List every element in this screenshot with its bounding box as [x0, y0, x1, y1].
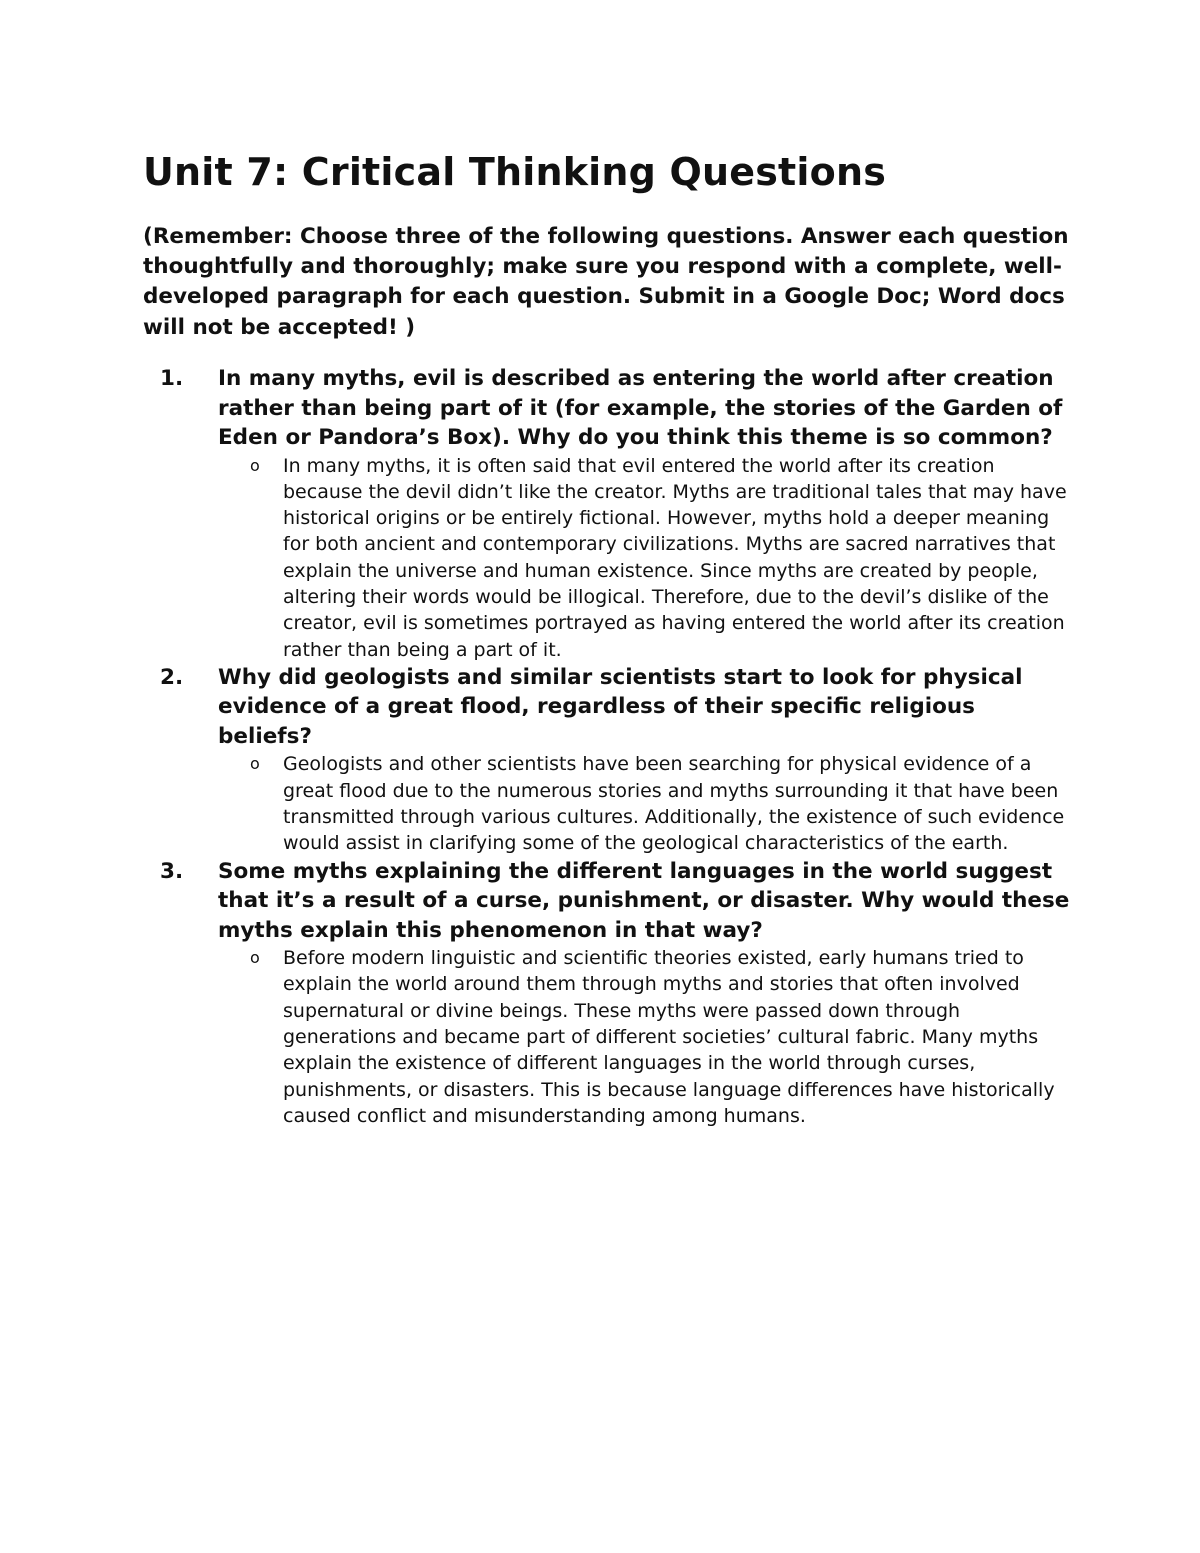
- circle-bullet-icon: o: [250, 948, 260, 968]
- question-number: 2.: [160, 664, 184, 690]
- answer-text: Geologists and other scientists have been searching for physical evidence of a great flood due to the numerous stories and myths surrounding it that have been transmitted through various cultures. Additionally, the existence of such evidence would assist in clarifying some of the geological characteristics of the earth.: [283, 753, 1065, 855]
- question-number: 3.: [160, 858, 184, 884]
- question-text: Some myths explaining the different languages in the world suggest that it’s a result of a curse, punishment, or disaster. Why would these myths explain this phenomenon in that way?: [218, 858, 1070, 943]
- question-item-3: [143, 857, 1073, 1130]
- question-item-2: [143, 663, 1073, 857]
- answer-item: [218, 751, 1073, 856]
- page-title: Unit 7: Critical Thinking Questions: [143, 150, 887, 194]
- question-item-1: [143, 364, 1073, 663]
- answer-item: [218, 945, 1073, 1129]
- question-number: 1.: [160, 366, 184, 391]
- circle-bullet-icon: o: [250, 754, 260, 774]
- answer-text: Before modern linguistic and scientific theories existed, early humans tried to explain the world around them through myths and stories that often involved supernatural or divine beings. These myths were passed down through generations and became part of different societies’ cultural fabric. Many myths explain the existence of different languages in the world through curses, punishments, or disasters. This is because language differences have historically caused conflict and misunderstanding among humans.: [283, 947, 1055, 1127]
- question-list: [143, 364, 1073, 1129]
- answer-text: In many myths, it is often said that evil entered the world after its creation because the devil didn’t like the creator. Myths are traditional tales that may have historical origins or be entirely fictional. However, myths hold a deeper meaning for both ancient and contemporary civilizations. Myths are sacred narratives that explain the universe and human existence. Since myths are created by people, altering their words would be illogical. Therefore, due to the devil’s dislike of the creator, evil is sometimes portrayed as having entered the world after its creation rather than being a part of it.: [283, 454, 1067, 661]
- instructions-paragraph: (Remember: Choose three of the following questions. Answer each question thoughtfully and thoroughly; make sure you respond with a complete, well-developed paragraph for each question. Submit in a Google Doc; Word docs will not be accepted! ): [143, 224, 1069, 340]
- question-text: In many myths, evil is described as entering the world after creation rather than being part of it (for example, the stories of the Garden of Eden or Pandora’s Box). Why do you think this theme is so common?: [218, 366, 1063, 450]
- answer-item: [218, 453, 1073, 663]
- question-text: Why did geologists and similar scientists start to look for physical evidence of a great flood, regardless of their specific religious beliefs?: [218, 664, 1023, 749]
- circle-bullet-icon: o: [250, 455, 260, 475]
